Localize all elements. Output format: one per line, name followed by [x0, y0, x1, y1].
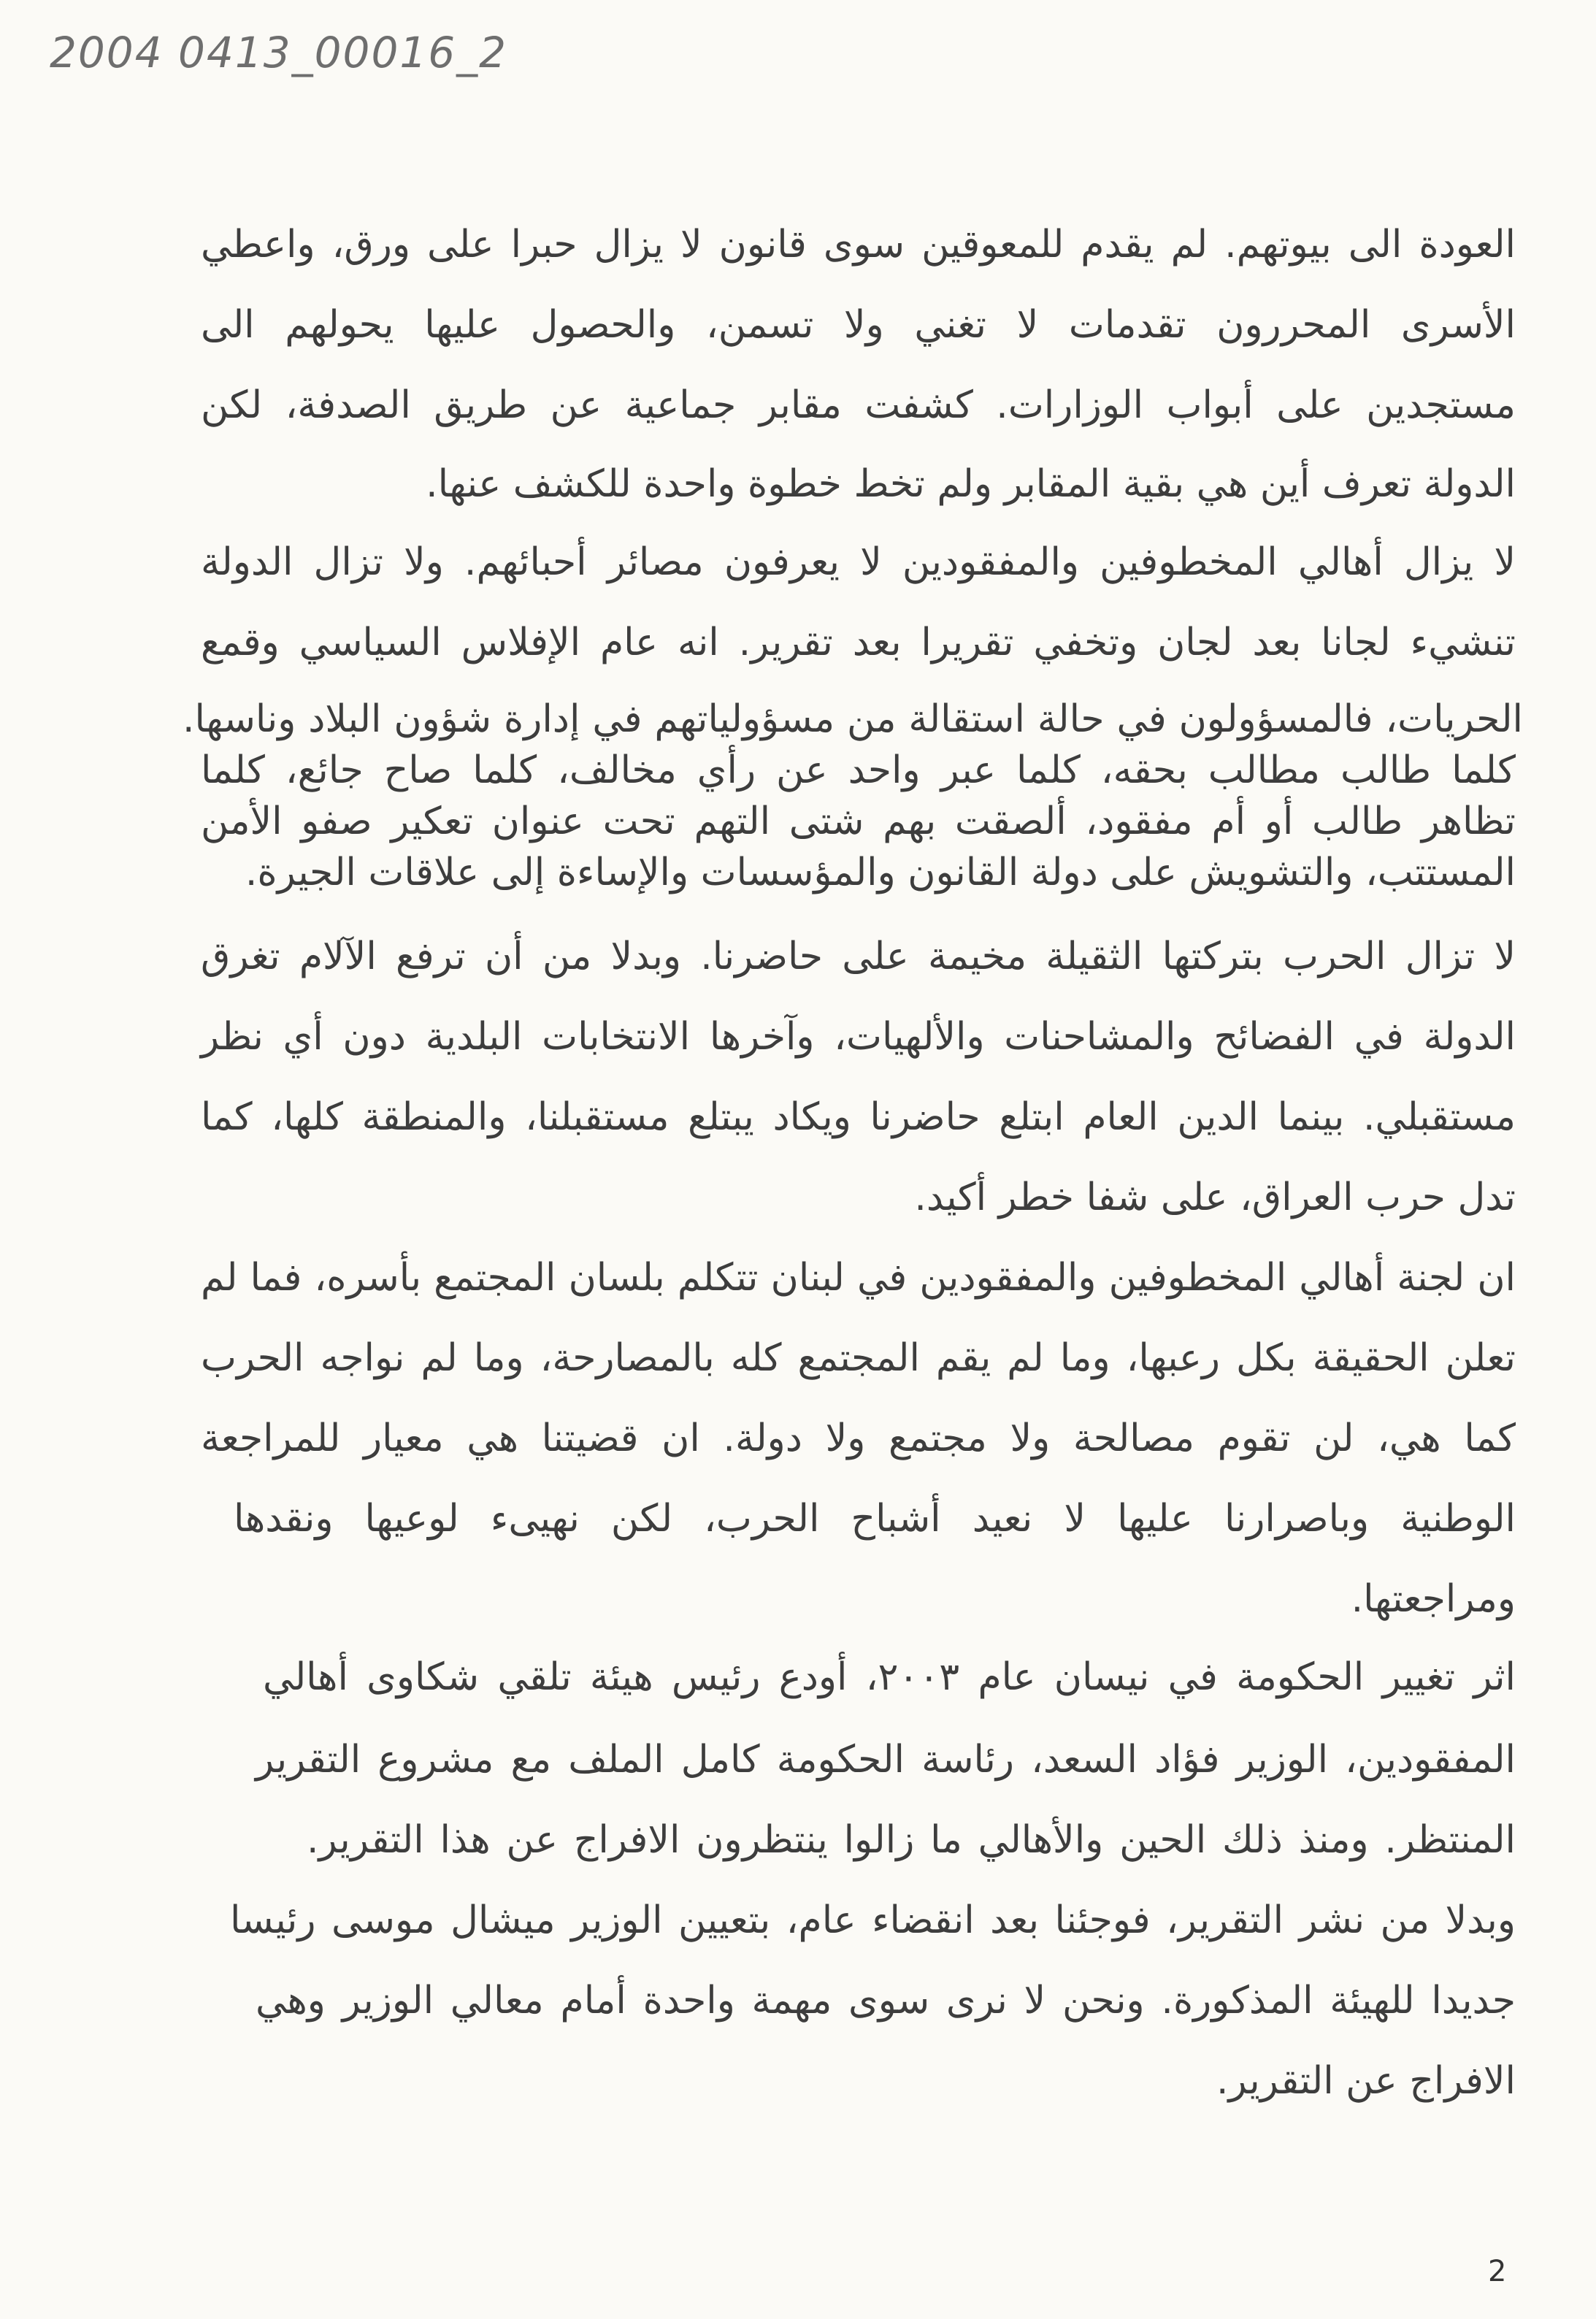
text-line: الدولة في الفضائح والمشاحنات والألهيات، وآخرها الانتخابات البلدية دون أي نظر: [201, 1015, 1516, 1059]
text-line: كلما طالب مطالب بحقه، كلما عبر واحد عن رأي مخالف، كلما صاح جائع، كلما: [201, 748, 1516, 792]
text-line: الوطنية وباصرارنا عليها لا نعيد أشباح الحرب، لكن نهيىء لوعيها ونقدها: [234, 1497, 1516, 1541]
text-line: لا تزال الحرب بتركتها الثقيلة مخيمة على حاضرنا. وبدلا من أن ترفع الآلام تغرق: [201, 935, 1516, 978]
text-line: العودة الى بيوتهم. لم يقدم للمعوقين سوى قانون لا يزال حبرا على ورق، واعطي: [201, 223, 1516, 267]
text-line: الأسرى المحررون تقدمات لا تغني ولا تسمن، والحصول عليها يحولهم الى: [201, 303, 1516, 347]
text-line: الحريات، فالمسؤولون في حالة استقالة من مسؤولياتهم في إدارة شؤون البلاد وناسها.: [183, 697, 1523, 741]
text-line: جديدا للهيئة المذكورة. ونحن لا نرى سوى مهمة واحدة أمام معالي الوزير وهي: [256, 1979, 1516, 2023]
text-line: الدولة تعرف أين هي بقية المقابر ولم تخط خطوة واحدة للكشف عنها.: [426, 462, 1516, 506]
text-line: مستجدين على أبواب الوزارات. كشفت مقابر جماعية عن طريق الصدفة، لكن: [201, 383, 1516, 427]
text-line: تعلن الحقيقة بكل رعبها، وما لم يقم المجتمع كله بالمصارحة، وما لم نواجه الحرب: [201, 1336, 1516, 1380]
text-line: ان لجنة أهالي المخطوفين والمفقودين في لبنان تتكلم بلسان المجتمع بأسره، فما لم: [201, 1256, 1516, 1300]
text-line: ومراجعتها.: [1351, 1577, 1516, 1621]
text-line: الافراج عن التقرير.: [1216, 2059, 1516, 2103]
text-line: المستتب، والتشويش على دولة القانون والمؤسسات والإساءة إلى علاقات الجيرة.: [245, 851, 1516, 894]
text-line: وبدلا من نشر التقرير، فوجئنا بعد انقضاء عام، بتعيين الوزير ميشال موسى رئيسا: [230, 1898, 1516, 1942]
text-line: مستقبلي. بينما الدين العام ابتلع حاضرنا ويكاد يبتلع مستقبلنا، والمنطقة كلها، كما: [201, 1095, 1516, 1139]
text-line: تنشيء لجانا بعد لجان وتخفي تقريرا بعد تقرير. انه عام الإفلاس السياسي وقمع: [201, 621, 1516, 664]
text-line: اثر تغيير الحكومة في نيسان عام ٢٠٠٣، أودع رئيس هيئة تلقي شكاوى أهالي: [263, 1655, 1516, 1699]
text-line: لا يزال أهالي المخطوفين والمفقودين لا يعرفون مصائر أحبائهم. ولا تزال الدولة: [201, 540, 1516, 584]
text-line: المنتظر. ومنذ ذلك الحين والأهالي ما زالوا ينتظرون الافراج عن هذا التقرير.: [307, 1818, 1516, 1862]
text-line: تظاهر طالب أو أم مفقود، ألصقت بهم شتى التهم تحت عنوان تعكير صفو الأمن: [201, 800, 1516, 843]
text-line: تدل حرب العراق، على شفا خطر أكيد.: [914, 1176, 1516, 1219]
document-reference-number: 2004 0413_00016_2: [50, 28, 508, 77]
page-number: 2: [1488, 2255, 1507, 2288]
text-line: المفقودين، الوزير فؤاد السعد، رئاسة الحكومة كامل الملف مع مشروع التقرير: [256, 1738, 1516, 1782]
text-line: كما هي، لن تقوم مصالحة ولا مجتمع ولا دولة. ان قضيتنا هي معيار للمراجعة: [201, 1417, 1516, 1460]
